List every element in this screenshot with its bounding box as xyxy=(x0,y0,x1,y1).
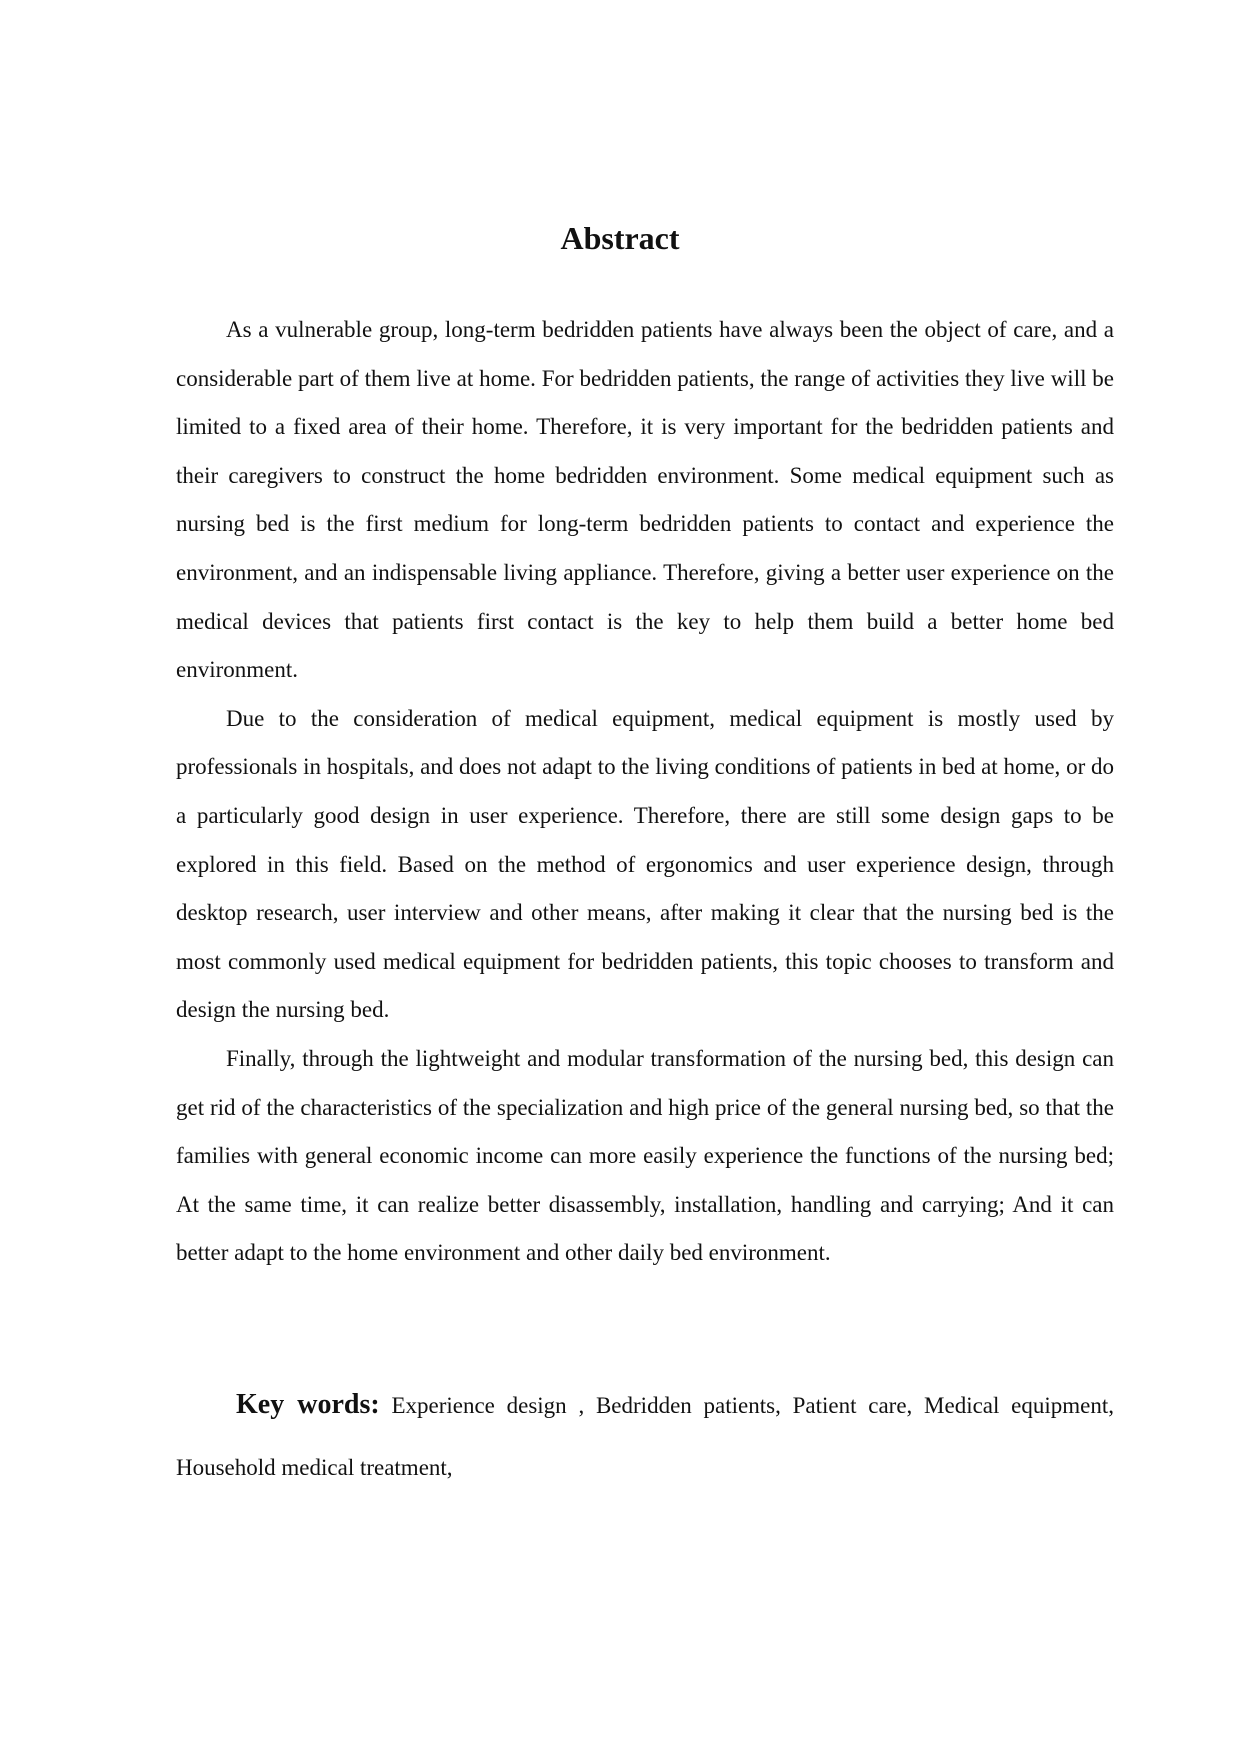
keywords-label: Key words: xyxy=(236,1389,380,1420)
page-title: Abstract xyxy=(560,220,680,256)
keywords-section xyxy=(176,1374,1114,1499)
abstract-body xyxy=(176,306,1114,1278)
abstract-paragraph-2: Due to the consideration of medical equipment, medical equipment is mostly used by professionals in hospitals, and does not adapt to the living conditions of patients in bed at home, or do a particularly good design in user experience. Therefore, there are still some design gaps to be explored in this field. Based on the method of ergonomics and user experience design, through desktop research, user interview and other means, after making it clear that the nursing bed is the most commonly used medical equipment for bedridden patients, this topic chooses to transform and design the nursing bed. xyxy=(176,705,1114,1023)
abstract-paragraph-1: As a vulnerable group, long-term bedridden patients have always been the object of care, and a considerable part of them live at home. For bedridden patients, the range of activities they live will be limited to a fixed area of their home. Therefore, it is very important for the bedridden patients and their caregivers to construct the home bedridden environment. Some medical equipment such as nursing bed is the first medium for long-term bedridden patients to contact and experience the environment, and an indispensable living appliance. Therefore, giving a better user experience on the medical devices that patients first contact is the key to help them build a better home bed environment. xyxy=(176,317,1114,683)
abstract-paragraph-3: Finally, through the lightweight and modular transformation of the nursing bed, this design can get rid of the characteristics of the specialization and high price of the general nursing bed, so that the families with general economic income can more easily experience the functions of the nursing bed; At the same time, it can realize better disassembly, installation, handling and carrying; And it can better adapt to the home environment and other daily bed environment. xyxy=(176,1045,1114,1266)
keywords-list: Experience design , Bedridden patients, Patient care, Medical equipment, Household medical treatment, xyxy=(176,1393,1114,1480)
keywords-paragraph xyxy=(176,1374,1114,1499)
